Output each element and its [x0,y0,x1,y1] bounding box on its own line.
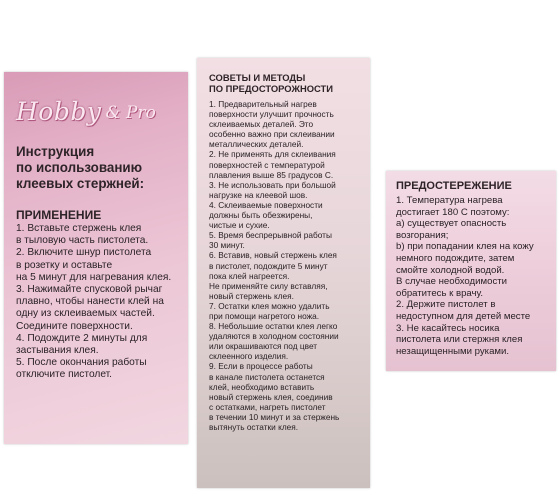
warning-title: ПРЕДОСТЕРЕЖЕНИЕ [396,180,512,192]
logo-suffix-text: & Pro [105,103,156,123]
usage-steps-text: 1. Вставьте стержень клея в тыловую часть пистолета. 2. Включите шнур пистолета в розетку и оставьте на 5 минут для нагревания клея. 3. Нажимайте спусковой рычаг плавно, чтобы нанести клей на одну из склеиваемых частей. Соедините поверхности. 4. Подождите 2 минуты для застывания клея. 5. После окончания работы отключите пистолет. [16,223,172,381]
hobby-pro-logo [16,80,178,126]
warning-list-text: 1. Температура нагрева достигает 180 С поэтому: a) существует опасность возгорания; b) при попадании клея на кожу немного подождите, затем смойте холодной водой. В случае необходимости обратитесь к врачу. 2. Держите пистолет в недоступном для детей месте 3. Не касайтесь носика пистолета или стержня клея незащищенными руками. [396,195,534,357]
warning-card [386,171,556,371]
instruction-card [4,72,188,444]
tips-list-text: 1. Предварительный нагрев поверхности улучшит прочность склеиваемых деталей. Это особенно важно при склеивании металлических деталей. 2. Не применять для склеивания поверхностей с температурой плавления выше 85 градусов С. 3. Не использовать при большой нагрузке на клеевой шов. 4. Склеиваемые поверхности должны быть обезжирены, чистые и сухие. 5. Время беспрерывной работы 30 минут. 6. Вставив, новый стержень клея в пистолет, подождите 5 минут пока клей нагреется. Не применяйте силу вставляя, новый стержень клея. 7. Остатки клея можно удалить при помощи нагретого ножа. 8. Небольшие остатки клея легко удаляются в холодном состоянии или окрашиваются под цвет склеенного изделия. 9. Если в процессе работы в канале пистолета останется клей, необходимо вставить новый стержень клея, соединив с остатками, нагреть пистолет в течении 10 минут и за стержень вытянуть остатки клея. [209,99,340,432]
tips-card [197,58,370,488]
tips-title: СОВЕТЫ И МЕТОДЫ ПО ПРЕДОСТОРОЖНОСТИ [209,72,334,94]
usage-section-title: ПРИМЕНЕНИЕ [16,208,102,222]
logo-main-text: Hobby [16,97,102,126]
instruction-title: Инструкция по использованию клеевых стержней: [16,144,145,191]
